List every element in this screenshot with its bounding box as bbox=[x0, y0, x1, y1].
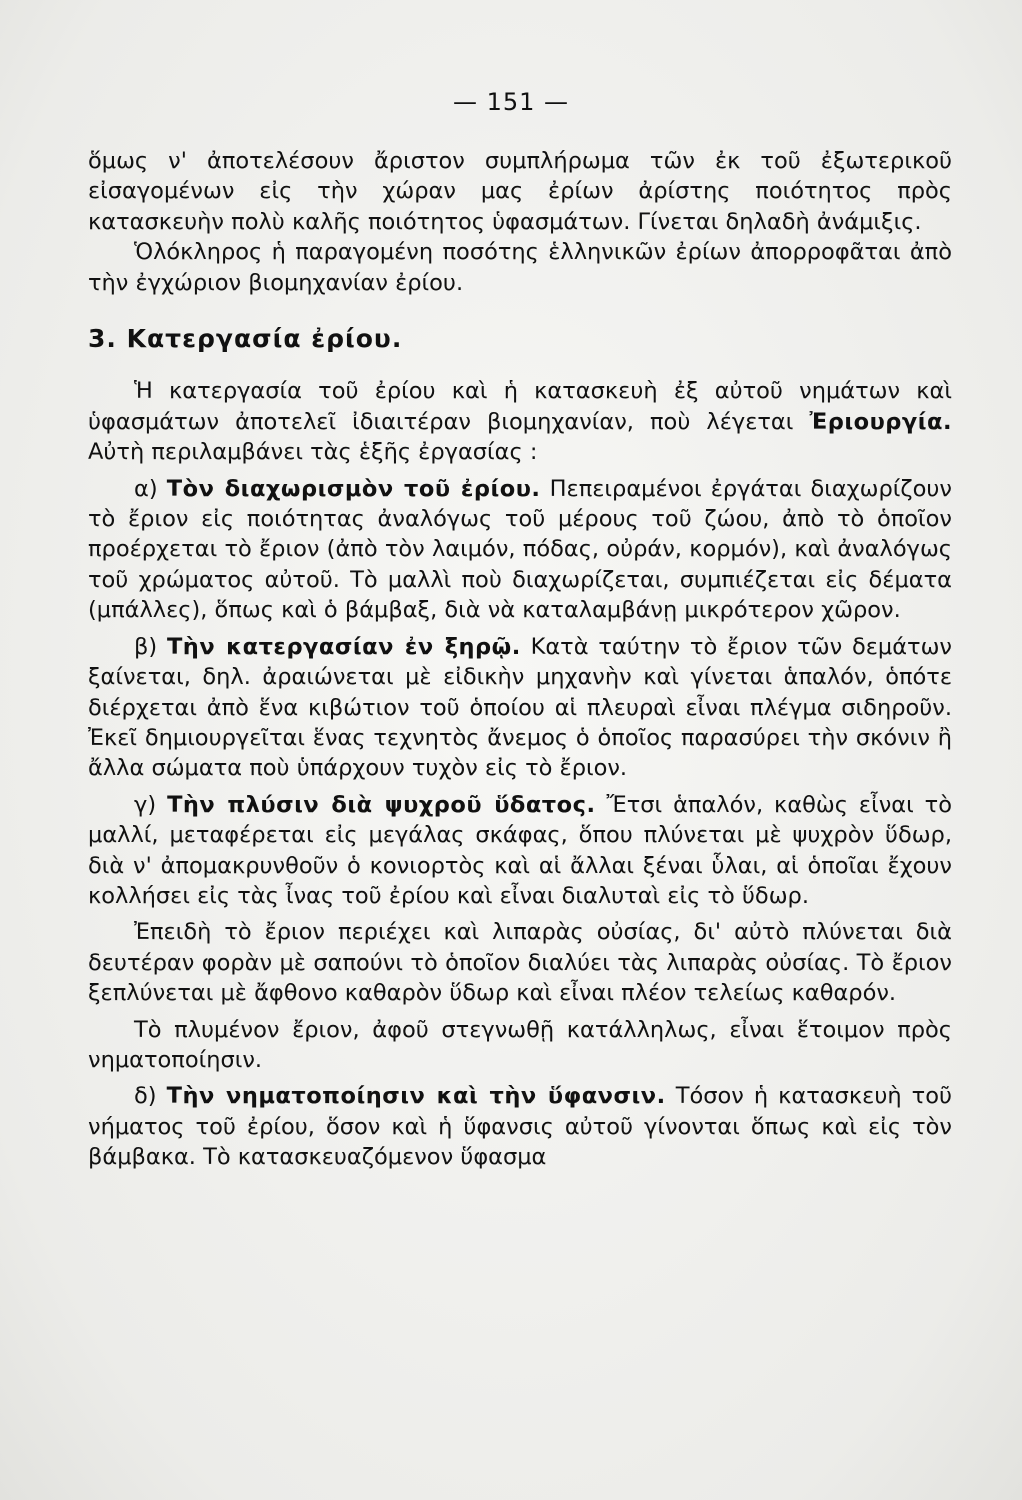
item-title: Τὴν νηματοποίησιν καὶ τὴν ὕφανσιν. bbox=[166, 1083, 666, 1110]
item-label: γ) bbox=[134, 791, 168, 818]
paragraph-text: Ἡ κατεργασία τοῦ ἐρίου καὶ ἡ κατασκευὴ ἐξ αὐτοῦ νημάτων καὶ ὑφασμάτων ἀποτελεῖ ἰδιαιτέραν βιομηχανίαν, ποὺ λέγεται bbox=[88, 378, 952, 435]
paragraph-second-wash: Ἐπειδὴ τὸ ἔριον περιέχει καὶ λιπαρὰς οὐσίας, δι' αὐτὸ πλύνεται διὰ δευτέραν φορὰν μὲ σαπούνι τὸ ὁποῖον διαλύει τὰς λιπαρὰς οὐσίας. Τὸ ἔριον ξεπλύνεται μὲ ἄφθονο καθαρὸν ὕδωρ καὶ εἶναι πλέον τελείως καθαρόν. bbox=[88, 919, 952, 1007]
item-label: α) bbox=[134, 475, 167, 502]
item-title: Τὸν διαχωρισμὸν τοῦ ἐρίου. bbox=[166, 475, 541, 502]
list-item-b bbox=[88, 632, 952, 784]
item-label: δ) bbox=[134, 1083, 167, 1110]
paragraph-wool-processing bbox=[88, 376, 952, 467]
item-text: Πεπειραμένοι ἐργάται διαχωρίζουν τὸ ἔριον εἰς ποιότητας ἀναλόγως τοῦ μέρους τοῦ ζώου, ἀπὸ τὸ ὁποῖον προέρχεται τὸ ἔριον (ἀπὸ τὸν λαιμόν, πόδας, οὐράν, κορμόν), καὶ ἀναλόγως τοῦ χρώματος αὐτοῦ. Τὸ μαλλὶ ποὺ διαχωρίζεται, συμπιέζεται εἰς δέματα (μπάλλες), ὅπως καὶ ὁ βάμβαξ, διὰ νὰ καταλαμβάνῃ μικρότερον χῶρον. bbox=[88, 475, 952, 624]
item-label: β) bbox=[134, 633, 167, 660]
item-title: Τὴν πλύσιν διὰ ψυχροῦ ὕδατος. bbox=[167, 791, 596, 818]
paragraph-continuation: ὅμως ν' ἀποτελέσουν ἄριστον συμπλήρωμα τῶν ἐκ τοῦ ἐξωτερικοῦ εἰσαγομένων εἰς τὴν χώραν μας ἐρίων ἀρίστης ποιότητος πρὸς κατασκευὴν πολὺ καλῆς ποιότητος ὑφασμάτων. Γίνεται δηλαδὴ ἀνάμιξις. bbox=[88, 148, 952, 235]
list-item-c bbox=[88, 790, 952, 912]
list-item-a bbox=[88, 474, 952, 626]
page-number: — 151 — bbox=[452, 88, 570, 116]
paragraph-text: Αὐτὴ περιλαμβάνει τὰς ἑξῆς ἐργασίας : bbox=[88, 439, 538, 466]
paragraph-washed-wool: Τὸ πλυμένον ἔριον, ἀφοῦ στεγνωθῇ κατάλληλως, εἶναι ἕτοιμον πρὸς νηματοποίησιν. bbox=[88, 1016, 952, 1073]
item-text: Κατὰ ταύτην τὸ ἔριον τῶν δεμάτων ξαίνεται, δηλ. ἀραιώνεται μὲ εἰδικὴν μηχανὴν καὶ γίνεται ἁπαλόν, ὁπότε διέρχεται ἀπὸ ἕνα κιβώτιον τοῦ ὁποίου αἱ πλευραὶ εἶναι πλέγμα σιδηροῦν. Ἐκεῖ δημιουργεῖται ἕνας τεχνητὸς ἄνεμος ὁ ὁποῖος παρασύρει τὴν σκόνιν ἢ ἄλλα σώματα ποὺ ὑπάρχουν τυχὸν εἰς τὸ ἔριον. bbox=[88, 633, 953, 782]
item-text: Ἔτσι ἁπαλόν, καθὼς εἶναι τὸ μαλλί, μεταφέρεται εἰς μεγάλας σκάφας, ὅπου πλύνεται μὲ ψυχρὸν ὕδωρ, διὰ ν' ἀπομακρυνθοῦν ὁ κονιορτὸς καὶ αἱ ἄλλαι ξέναι ὗλαι, αἱ ὁποῖαι ἔχουν κολλήσει εἰς τὰς ἶνας τοῦ ἐρίου καὶ εἶναι διαλυταὶ εἰς τὸ ὕδωρ. bbox=[88, 791, 952, 909]
item-title: Τὴν κατεργασίαν ἐν ξηρῷ. bbox=[166, 633, 521, 660]
page-body bbox=[88, 146, 952, 1173]
paragraph-greek-wool: Ὁλόκληρος ἡ παραγομένη ποσότης ἑλληνικῶν ἐρίων ἀπορροφᾶται ἀπὸ τὴν ἐγχώριον βιομηχανίαν ἐρίου. bbox=[88, 239, 952, 296]
list-item-d bbox=[88, 1081, 952, 1172]
item-text: Τόσον ἡ κατασκευὴ τοῦ νήματος τοῦ ἐρίου, ὅσον καὶ ἡ ὕφανσις αὐτοῦ γίνονται ὅπως καὶ εἰς τὸν βάμβακα. Τὸ κατασκευαζόμενον ὕφασμα bbox=[88, 1083, 952, 1171]
section-heading: 3. Κατεργασία ἐρίου. bbox=[88, 324, 403, 354]
term-eriourgia: Ἐριουργία. bbox=[809, 408, 952, 435]
